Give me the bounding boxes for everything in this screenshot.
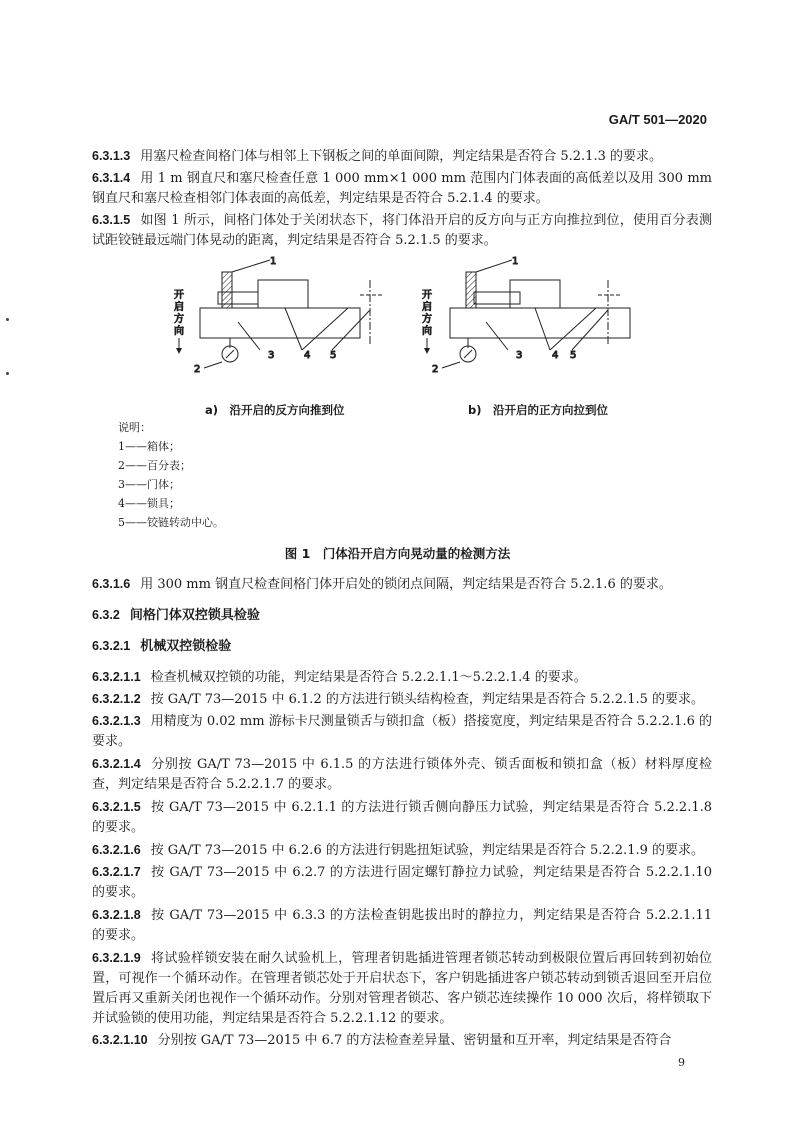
- callout-1-a: 1: [270, 256, 277, 267]
- heading-6-3-2-1: 6.3.2.1 机械双控锁检验: [92, 639, 232, 654]
- direction-char-b-2: 启: [422, 302, 432, 313]
- clause-6-3-2-1-3: 6.3.2.1.3 用精度为 0.02 mm 游标卡尺测量锁舌与锁扣盒（板）搭接宽度，判定结果是否符合 5.2.2.1.6 的要求。: [92, 714, 712, 749]
- callout-5-a: 5: [330, 350, 337, 361]
- scan-mark: [6, 318, 9, 321]
- callout-1-b: 1: [512, 256, 519, 267]
- door-wobble-figure: [160, 250, 650, 380]
- callout-5-b: 5: [570, 350, 577, 361]
- direction-char-a-3: 方: [174, 314, 184, 325]
- clause-6-3-2-1-9: 6.3.2.1.9 将试验样锁安装在耐久试验机上，管理者钥匙插进管理者锁芯转动到极限位置后再回转到初始位置，可视作一个循环动作。在管理者锁芯处于开启状态下，客户钥匙插进客户锁芯转动到锁舌退回至开启位置后再又重新关闭也视作一个循环动作。分别对管理者锁芯、客户锁芯连续操作 10 000 次后，将样锁取下并试验锁的使用功能，判定结果是否符合 5.2.2.1.12 的要求。: [92, 951, 712, 1026]
- callout-4-a: 4: [304, 350, 311, 361]
- page-number: 9: [678, 1056, 685, 1069]
- clause-6-3-2-1-2: 6.3.2.1.2 按 GA/T 73—2015 中 6.1.2 的方法进行锁头结构检查，判定结果是否符合 5.2.2.1.5 的要求。: [92, 692, 704, 707]
- standard-number: GA/T 501—2020: [608, 112, 707, 127]
- lock-a: [258, 280, 308, 308]
- direction-char-b-1: 开: [422, 290, 432, 301]
- lock-bolt-b: [474, 292, 520, 304]
- subcaption-b: b) 沿开启的正方向拉到位: [468, 403, 608, 417]
- callout-3-b: 3: [516, 350, 523, 361]
- clause-6-3-1-3: 6.3.1.3 用塞尺检查间格门体与相邻上下钢板之间的单面间隙，判定结果是否符合 5.2.1.3 的要求。: [92, 149, 662, 164]
- legend-item: 1——箱体；: [118, 440, 180, 453]
- legend-item: 5——铰链转动中心。: [118, 516, 224, 529]
- direction-char-b-3: 方: [422, 314, 432, 325]
- legend-item: 3——门体；: [118, 478, 180, 491]
- callout-3-a: 3: [268, 350, 275, 361]
- direction-char-b-4: 向: [422, 326, 432, 337]
- legend-title: 说明：: [118, 421, 151, 434]
- scan-mark: [6, 372, 9, 375]
- clause-6-3-2-1-1: 6.3.2.1.1 检查机械双控锁的功能，判定结果是否符合 5.2.2.1.1～5.2.2.1.4 的要求。: [92, 670, 587, 685]
- heading-6-3-2: 6.3.2 间格门体双控锁具检验: [92, 608, 260, 623]
- direction-char-a-4: 向: [174, 326, 184, 337]
- direction-char-a-2: 启: [174, 302, 184, 313]
- clause-6-3-2-1-6: 6.3.2.1.6 按 GA/T 73—2015 中 6.2.6 的方法进行钥匙扭矩试验，判定结果是否符合 5.2.2.1.9 的要求。: [92, 843, 704, 858]
- callout-2-b: 2: [432, 364, 439, 375]
- subcaption-a: a) 沿开启的反方向推到位: [205, 403, 345, 417]
- door-a: [200, 308, 360, 338]
- figure-legend: [118, 418, 224, 532]
- clause-6-3-1-5: 6.3.1.5 如图 1 所示，间格门体处于关闭状态下，将门体沿开启的反方向与正方向推拉到位，使用百分表测试距铰链最远端门体晃动的距离，判定结果是否符合 5.2.1.5 的要求。: [92, 213, 712, 248]
- direction-char-a-1: 开: [174, 290, 184, 301]
- legend-item: 4——锁具；: [118, 497, 180, 510]
- legend-item: 2——百分表；: [118, 459, 191, 472]
- clause-6-3-2-1-8: 6.3.2.1.8 按 GA/T 73—2015 中 6.3.3 的方法检查钥匙拔出时的静拉力，判定结果是否符合 5.2.2.1.11 的要求。: [92, 908, 712, 943]
- callout-4-b: 4: [552, 350, 559, 361]
- clause-6-3-2-1-4: 6.3.2.1.4 分别按 GA/T 73—2015 中 6.1.5 的方法进行锁体外壳、锁舌面板和锁扣盒（板）材料厚度检查，判定结果是否符合 5.2.2.1.7 的要求。: [92, 757, 712, 792]
- clause-6-3-1-4: 6.3.1.4 用 1 m 钢直尺和塞尺检查任意 1 000 mm×1 000 mm 范围内门体表面的高低差以及用 300 mm 钢直尺和塞尺检查相邻门体表面的高低差，判定结果是否符合 5.2.1.4 的要求。: [92, 171, 712, 206]
- figure-title: 图 1 门体沿开启方向晃动量的检测方法: [284, 546, 511, 561]
- clause-6-3-2-1-5: 6.3.2.1.5 按 GA/T 73—2015 中 6.2.1.1 的方法进行锁舌侧向静压力试验，判定结果是否符合 5.2.2.1.8 的要求。: [92, 800, 712, 835]
- cabinet-body-a: [222, 272, 232, 308]
- clause-6-3-2-1-7: 6.3.2.1.7 按 GA/T 73—2015 中 6.2.7 的方法进行固定螺钉静拉力试验，判定结果是否符合 5.2.2.1.10 的要求。: [92, 865, 712, 900]
- clause-6-3-2-1-10: 6.3.2.1.10 分别按 GA/T 73—2015 中 6.7 的方法检查差异量、密钥量和互开率，判定结果是否符合: [92, 1033, 672, 1048]
- clause-6-3-1-6: 6.3.1.6 用 300 mm 钢直尺检查间格门体开启处的锁闭点间隔，判定结果是否符合 5.2.1.6 的要求。: [92, 577, 672, 592]
- callout-2-a: 2: [194, 364, 201, 375]
